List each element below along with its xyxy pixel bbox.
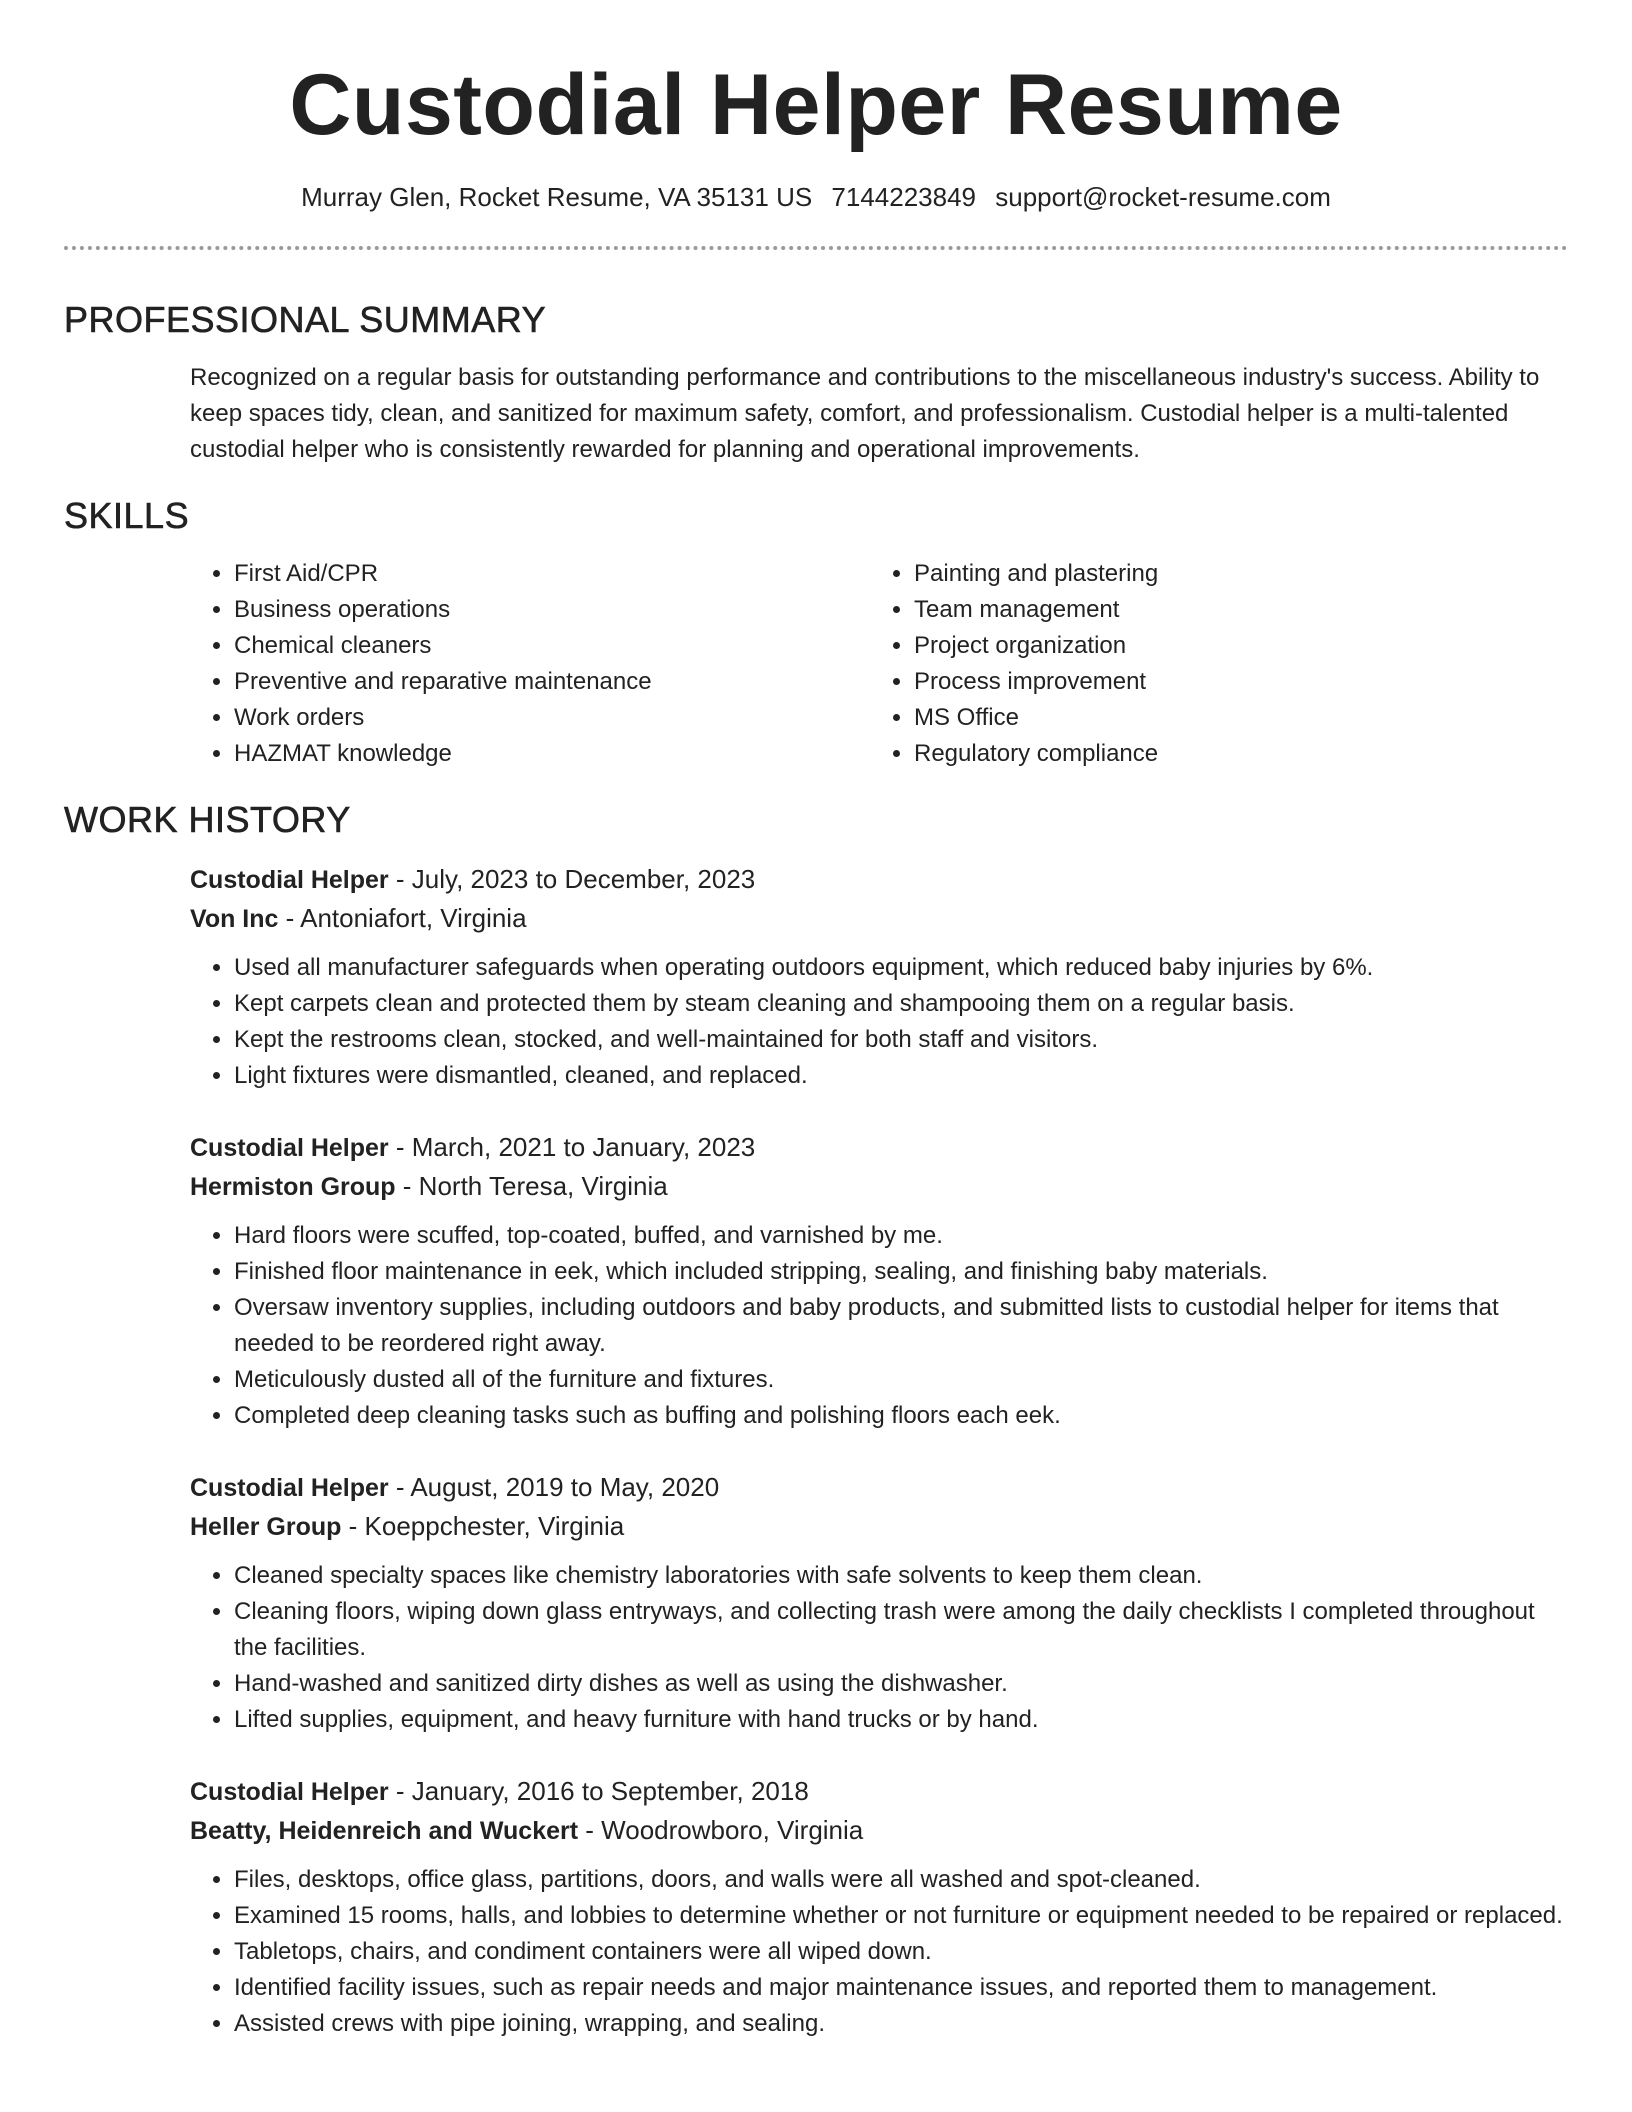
job-title-line bbox=[190, 1468, 1568, 1507]
skill-item: • MS Office bbox=[914, 700, 1550, 736]
job-entry bbox=[190, 1128, 1568, 1434]
job-title: Custodial Helper bbox=[190, 1474, 389, 1502]
skill-item: • Process improvement bbox=[914, 664, 1550, 700]
job-location: - Antoniafort, Virginia bbox=[278, 903, 527, 933]
job-bullet: • Finished floor maintenance in eek, which included stripping, sealing, and finishing baby materials. bbox=[234, 1254, 1568, 1290]
job-company-line bbox=[190, 1167, 1568, 1206]
summary-heading: PROFESSIONAL SUMMARY bbox=[64, 299, 547, 340]
job-title-line bbox=[190, 860, 1568, 899]
skill-item: • Regulatory compliance bbox=[914, 736, 1550, 772]
skill-item: • Painting and plastering bbox=[914, 556, 1550, 592]
job-bullet: • Examined 15 rooms, halls, and lobbies to determine whether or not furniture or equipment needed to be repaired or replaced. bbox=[234, 1898, 1568, 1934]
job-title-line bbox=[190, 1128, 1568, 1167]
job-bullet: • Cleaning floors, wiping down glass entryways, and collecting trash were among the daily checklists I completed throughout the facilities. bbox=[234, 1594, 1568, 1666]
job-bullet: • Assisted crews with pipe joining, wrapping, and sealing. bbox=[234, 2006, 1568, 2042]
job-bullets bbox=[190, 1218, 1568, 1434]
work-heading: WORK HISTORY bbox=[64, 799, 351, 840]
job-bullet: • Kept the restrooms clean, stocked, and well-maintained for both staff and visitors. bbox=[234, 1022, 1568, 1058]
job-bullets bbox=[190, 950, 1568, 1094]
summary-text: Recognized on a regular basis for outstanding performance and contributions to the miscellaneous industry's success. Ability to keep spaces tidy, clean, and sanitized for maximum safety, comfort, and professionalism. Custodial helper is a multi-talented custodial helper who is consistently rewarded for planning and operational improvements. bbox=[190, 364, 1540, 463]
contact-phone: 7144223849 bbox=[831, 182, 977, 212]
job-location: - Woodrowboro, Virginia bbox=[578, 1815, 864, 1845]
job-bullet: • Kept carpets clean and protected them by steam cleaning and shampooing them on a regular basis. bbox=[234, 986, 1568, 1022]
job-bullet: • Tabletops, chairs, and condiment containers were all wiped down. bbox=[234, 1934, 1568, 1970]
job-bullet: • Lifted supplies, equipment, and heavy furniture with hand trucks or by hand. bbox=[234, 1702, 1568, 1738]
job-dates: - January, 2016 to September, 2018 bbox=[388, 1776, 809, 1806]
skill-item: • Business operations bbox=[234, 592, 870, 628]
header-divider bbox=[64, 246, 1568, 250]
job-entry bbox=[190, 1772, 1568, 2042]
skill-item: • Chemical cleaners bbox=[234, 628, 870, 664]
job-bullet: • Hand-washed and sanitized dirty dishes as well as using the dishwasher. bbox=[234, 1666, 1568, 1702]
contact-line bbox=[64, 180, 1568, 214]
job-title-line bbox=[190, 1772, 1568, 1811]
contact-email: support@rocket-resume.com bbox=[995, 182, 1331, 212]
job-bullet: • Meticulously dusted all of the furniture and fixtures. bbox=[234, 1362, 1568, 1398]
skill-item: • HAZMAT knowledge bbox=[234, 736, 870, 772]
skills-column-left bbox=[190, 556, 870, 772]
job-company-line bbox=[190, 1507, 1568, 1546]
skill-item: • First Aid/CPR bbox=[234, 556, 870, 592]
job-title: Custodial Helper bbox=[190, 866, 389, 894]
job-bullet: • Oversaw inventory supplies, including outdoors and baby products, and submitted lists to custodial helper for items that needed to be reordered right away. bbox=[234, 1290, 1568, 1362]
skill-item: • Work orders bbox=[234, 700, 870, 736]
skills-heading: SKILLS bbox=[64, 495, 190, 536]
job-dates: - August, 2019 to May, 2020 bbox=[388, 1472, 720, 1502]
job-bullet: • Used all manufacturer safeguards when operating outdoors equipment, which reduced baby injuries by 6%. bbox=[234, 950, 1568, 986]
job-entry bbox=[190, 1468, 1568, 1738]
job-bullet: • Identified facility issues, such as repair needs and major maintenance issues, and reported them to management. bbox=[234, 1970, 1568, 2006]
job-bullet: • Completed deep cleaning tasks such as buffing and polishing floors each eek. bbox=[234, 1398, 1568, 1434]
job-bullet: • Cleaned specialty spaces like chemistry laboratories with safe solvents to keep them clean. bbox=[234, 1558, 1568, 1594]
job-company-line bbox=[190, 1811, 1568, 1850]
skill-item: • Team management bbox=[914, 592, 1550, 628]
skills-column-right bbox=[870, 556, 1550, 772]
job-company: Heller Group bbox=[190, 1513, 342, 1541]
job-bullets bbox=[190, 1862, 1568, 2042]
job-company: Hermiston Group bbox=[190, 1173, 396, 1201]
job-bullet: • Light fixtures were dismantled, cleaned, and replaced. bbox=[234, 1058, 1568, 1094]
skill-item: • Preventive and reparative maintenance bbox=[234, 664, 870, 700]
contact-address: Murray Glen, Rocket Resume, VA 35131 US bbox=[301, 182, 813, 212]
job-bullet: • Hard floors were scuffed, top-coated, buffed, and varnished by me. bbox=[234, 1218, 1568, 1254]
job-company: Beatty, Heidenreich and Wuckert bbox=[190, 1817, 579, 1845]
job-location: - Koeppchester, Virginia bbox=[341, 1511, 625, 1541]
job-company: Von Inc bbox=[190, 905, 279, 933]
skills-list bbox=[190, 556, 1568, 772]
job-bullets bbox=[190, 1558, 1568, 1738]
job-title: Custodial Helper bbox=[190, 1134, 389, 1162]
job-location: - North Teresa, Virginia bbox=[395, 1171, 668, 1201]
resume-title: Custodial Helper Resume bbox=[289, 57, 1343, 153]
skill-item: • Project organization bbox=[914, 628, 1550, 664]
job-dates: - March, 2021 to January, 2023 bbox=[388, 1132, 756, 1162]
job-company-line bbox=[190, 899, 1568, 938]
job-title: Custodial Helper bbox=[190, 1778, 389, 1806]
job-dates: - July, 2023 to December, 2023 bbox=[388, 864, 756, 894]
job-entry bbox=[190, 860, 1568, 1094]
job-bullet: • Files, desktops, office glass, partitions, doors, and walls were all washed and spot-cleaned. bbox=[234, 1862, 1568, 1898]
